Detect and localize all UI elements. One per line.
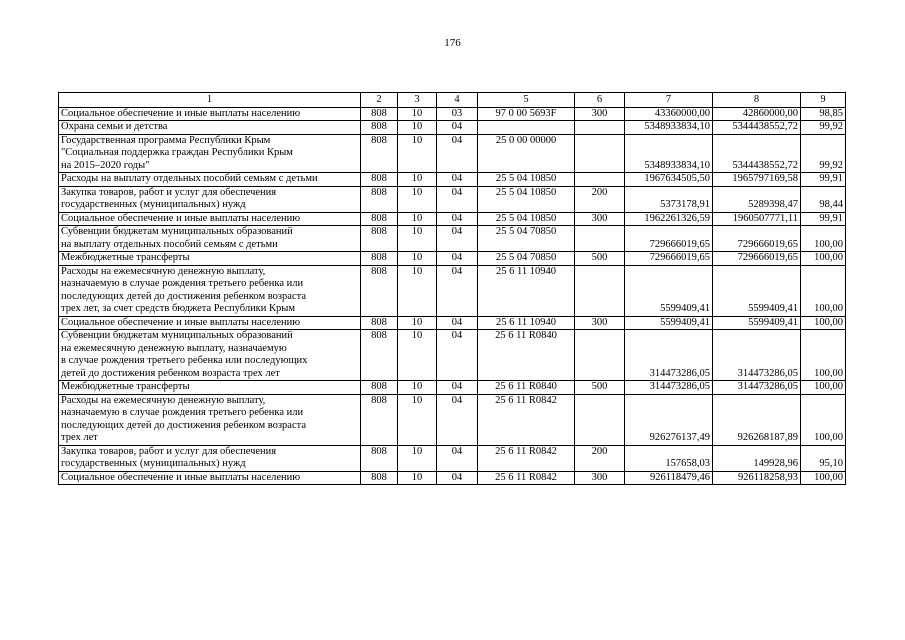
ministry-code: 808 xyxy=(361,107,398,121)
description-line: Социальное обеспечение и иные выплаты населению xyxy=(61,316,301,328)
execution-percent: 100,00 xyxy=(801,394,846,445)
subsection-code: 04 xyxy=(437,252,478,266)
section-code: 10 xyxy=(398,445,437,471)
execution-percent: 100,00 xyxy=(801,265,846,316)
description-line: "Социальная поддержка граждан Республики Крым xyxy=(61,147,293,158)
header-cell: 5 xyxy=(478,93,575,108)
execution-percent: 99,92 xyxy=(801,134,846,173)
executed-amount: 926268187,89 xyxy=(713,394,801,445)
description-line: трех лет, за счет средств бюджета Республики Крым xyxy=(61,303,295,314)
target-article-code: 25 5 04 10850 xyxy=(478,173,575,187)
executed-amount: 5599409,41 xyxy=(713,265,801,316)
section-code: 10 xyxy=(398,265,437,316)
executed-amount: 5289398,47 xyxy=(713,186,801,212)
target-article-code: 25 6 11 10940 xyxy=(478,316,575,330)
expense-type-code: 300 xyxy=(575,316,625,330)
header-cell: 2 xyxy=(361,93,398,108)
subsection-code: 04 xyxy=(437,471,478,485)
target-article-code: 25 0 00 00000 xyxy=(478,134,575,173)
section-code: 10 xyxy=(398,394,437,445)
section-code: 10 xyxy=(398,134,437,173)
execution-percent: 100,00 xyxy=(801,226,846,252)
section-code: 10 xyxy=(398,212,437,226)
table-row xyxy=(59,226,846,252)
expense-type-code xyxy=(575,121,625,135)
description-line: Расходы на ежемесячную денежную выплату, xyxy=(61,265,266,277)
section-code: 10 xyxy=(398,471,437,485)
header-cell: 6 xyxy=(575,93,625,108)
executed-amount: 5344438552,72 xyxy=(713,134,801,173)
target-article-code: 25 5 04 70850 xyxy=(478,252,575,266)
description-line: государственных (муниципальных) нужд xyxy=(61,199,246,210)
executed-amount: 42860000,00 xyxy=(713,107,801,121)
description-line: Субвенции бюджетам муниципальных образований xyxy=(61,226,293,237)
header-cell: 7 xyxy=(625,93,713,108)
expense-type-code xyxy=(575,394,625,445)
section-code: 10 xyxy=(398,121,437,135)
table-row xyxy=(59,394,846,445)
executed-amount: 5599409,41 xyxy=(713,316,801,330)
expense-type-code: 200 xyxy=(575,445,625,471)
planned-amount: 926276137,49 xyxy=(625,394,713,445)
subsection-code: 04 xyxy=(437,134,478,173)
target-article-code xyxy=(478,121,575,135)
executed-amount: 1960507771,11 xyxy=(713,212,801,226)
budget-table xyxy=(58,92,846,485)
planned-amount: 157658,03 xyxy=(625,445,713,471)
executed-amount: 314473286,05 xyxy=(713,381,801,395)
section-code: 10 xyxy=(398,107,437,121)
planned-amount: 729666019,65 xyxy=(625,252,713,266)
executed-amount: 314473286,05 xyxy=(713,330,801,381)
description-line: на 2015–2020 годы" xyxy=(61,159,150,171)
target-article-code: 25 6 11 R0840 xyxy=(478,330,575,381)
planned-amount: 926118479,46 xyxy=(625,471,713,485)
ministry-code: 808 xyxy=(361,265,398,316)
planned-amount: 314473286,05 xyxy=(625,330,713,381)
table-row xyxy=(59,471,846,485)
table-row xyxy=(59,186,846,212)
expense-type-code: 300 xyxy=(575,471,625,485)
subsection-code: 04 xyxy=(437,330,478,381)
planned-amount: 43360000,00 xyxy=(625,107,713,121)
description-line: Межбюджетные трансферты xyxy=(61,381,190,392)
executed-amount: 729666019,65 xyxy=(713,226,801,252)
subsection-code: 03 xyxy=(437,107,478,121)
description-line: Государственная программа Республики Крым xyxy=(61,134,271,146)
header-cell: 8 xyxy=(713,93,801,108)
table-row xyxy=(59,121,846,135)
ministry-code: 808 xyxy=(361,134,398,173)
expense-type-code xyxy=(575,173,625,187)
header-cell: 4 xyxy=(437,93,478,108)
description-line: Закупка товаров, работ и услуг для обеспечения xyxy=(61,186,277,198)
row-description xyxy=(59,212,361,226)
execution-percent: 99,91 xyxy=(801,173,846,187)
table-row xyxy=(59,316,846,330)
target-article-code: 25 6 11 R0842 xyxy=(478,394,575,445)
row-description xyxy=(59,252,361,266)
description-line: детей до достижения ребенком возраста трех лет xyxy=(61,367,280,379)
subsection-code: 04 xyxy=(437,445,478,471)
subsection-code: 04 xyxy=(437,212,478,226)
table-row xyxy=(59,134,846,173)
row-description xyxy=(59,265,361,316)
description-line: на выплату отдельных пособий семьям с детьми xyxy=(61,238,278,250)
subsection-code: 04 xyxy=(437,186,478,212)
header-cell: 3 xyxy=(398,93,437,108)
expense-type-code xyxy=(575,226,625,252)
execution-percent: 100,00 xyxy=(801,252,846,266)
target-article-code: 25 5 04 10850 xyxy=(478,212,575,226)
ministry-code: 808 xyxy=(361,471,398,485)
row-description xyxy=(59,471,361,485)
subsection-code: 04 xyxy=(437,381,478,395)
ministry-code: 808 xyxy=(361,173,398,187)
execution-percent: 100,00 xyxy=(801,471,846,485)
description-line: Социальное обеспечение и иные выплаты населению xyxy=(61,212,301,224)
subsection-code: 04 xyxy=(437,394,478,445)
row-description xyxy=(59,121,361,135)
section-code: 10 xyxy=(398,316,437,330)
description-line: на ежемесячную денежную выплату, назначаемую xyxy=(61,342,287,354)
execution-percent: 95,10 xyxy=(801,445,846,471)
expense-type-code: 300 xyxy=(575,107,625,121)
target-article-code: 25 6 11 R0842 xyxy=(478,445,575,471)
executed-amount: 149928,96 xyxy=(713,445,801,471)
planned-amount: 314473286,05 xyxy=(625,381,713,395)
row-description xyxy=(59,186,361,212)
table-row xyxy=(59,173,846,187)
table-row xyxy=(59,252,846,266)
section-code: 10 xyxy=(398,330,437,381)
description-line: Расходы на ежемесячную денежную выплату, xyxy=(61,394,266,406)
header-row xyxy=(59,93,846,108)
subsection-code: 04 xyxy=(437,226,478,252)
ministry-code: 808 xyxy=(361,316,398,330)
row-description xyxy=(59,445,361,471)
table-row xyxy=(59,330,846,381)
header-cell: 9 xyxy=(801,93,846,108)
table-row xyxy=(59,107,846,121)
execution-percent: 100,00 xyxy=(801,330,846,381)
row-description xyxy=(59,134,361,173)
expense-type-code: 200 xyxy=(575,186,625,212)
section-code: 10 xyxy=(398,252,437,266)
table-row xyxy=(59,212,846,226)
planned-amount: 5599409,41 xyxy=(625,265,713,316)
description-line: Охрана семьи и детства xyxy=(61,121,168,132)
section-code: 10 xyxy=(398,186,437,212)
expense-type-code: 500 xyxy=(575,381,625,395)
subsection-code: 04 xyxy=(437,265,478,316)
execution-percent: 100,00 xyxy=(801,316,846,330)
row-description xyxy=(59,226,361,252)
execution-percent: 98,44 xyxy=(801,186,846,212)
ministry-code: 808 xyxy=(361,226,398,252)
planned-amount: 1962261326,59 xyxy=(625,212,713,226)
description-line: последующих детей до достижения ребенком возраста xyxy=(61,419,306,431)
execution-percent: 99,92 xyxy=(801,121,846,135)
expense-type-code: 500 xyxy=(575,252,625,266)
subsection-code: 04 xyxy=(437,173,478,187)
header-cell: 1 xyxy=(59,93,361,108)
target-article-code: 97 0 00 5693F xyxy=(478,107,575,121)
description-line: последующих детей до достижения ребенком возраста xyxy=(61,290,306,302)
target-article-code: 25 6 11 R0840 xyxy=(478,381,575,395)
executed-amount: 1965797169,58 xyxy=(713,173,801,187)
expense-type-code: 300 xyxy=(575,212,625,226)
planned-amount: 5599409,41 xyxy=(625,316,713,330)
ministry-code: 808 xyxy=(361,186,398,212)
executed-amount: 729666019,65 xyxy=(713,252,801,266)
executed-amount: 5344438552,72 xyxy=(713,121,801,135)
ministry-code: 808 xyxy=(361,445,398,471)
subsection-code: 04 xyxy=(437,316,478,330)
execution-percent: 100,00 xyxy=(801,381,846,395)
target-article-code: 25 6 11 R0842 xyxy=(478,471,575,485)
description-line: трех лет xyxy=(61,432,98,443)
subsection-code: 04 xyxy=(437,121,478,135)
description-line: Социальное обеспечение и иные выплаты населению xyxy=(61,471,301,483)
section-code: 10 xyxy=(398,381,437,395)
expense-type-code xyxy=(575,134,625,173)
target-article-code: 25 6 11 10940 xyxy=(478,265,575,316)
row-description xyxy=(59,330,361,381)
ministry-code: 808 xyxy=(361,394,398,445)
planned-amount: 5373178,91 xyxy=(625,186,713,212)
description-line: Субвенции бюджетам муниципальных образований xyxy=(61,330,293,341)
ministry-code: 808 xyxy=(361,330,398,381)
description-line: государственных (муниципальных) нужд xyxy=(61,458,246,469)
row-description xyxy=(59,381,361,395)
row-description xyxy=(59,394,361,445)
description-line: Социальное обеспечение и иные выплаты населению xyxy=(61,107,301,119)
ministry-code: 808 xyxy=(361,212,398,226)
description-line: Межбюджетные трансферты xyxy=(61,252,190,263)
description-line: назначаемую в случае рождения третьего ребенка или xyxy=(61,407,304,418)
executed-amount: 926118258,93 xyxy=(713,471,801,485)
target-article-code: 25 5 04 10850 xyxy=(478,186,575,212)
table-row xyxy=(59,445,846,471)
expense-type-code xyxy=(575,265,625,316)
target-article-code: 25 5 04 70850 xyxy=(478,226,575,252)
planned-amount: 1967634505,50 xyxy=(625,173,713,187)
description-line: Закупка товаров, работ и услуг для обеспечения xyxy=(61,445,277,457)
ministry-code: 808 xyxy=(361,252,398,266)
expense-type-code xyxy=(575,330,625,381)
execution-percent: 98,85 xyxy=(801,107,846,121)
row-description xyxy=(59,107,361,121)
section-code: 10 xyxy=(398,173,437,187)
row-description xyxy=(59,316,361,330)
description-line: Расходы на выплату отдельных пособий семьям с детьми xyxy=(61,173,318,184)
table-row xyxy=(59,265,846,316)
planned-amount: 729666019,65 xyxy=(625,226,713,252)
execution-percent: 99,91 xyxy=(801,212,846,226)
planned-amount: 5348933834,10 xyxy=(625,134,713,173)
page-number: 176 xyxy=(444,37,461,49)
description-line: назначаемую в случае рождения третьего ребенка или xyxy=(61,278,304,289)
planned-amount: 5348933834,10 xyxy=(625,121,713,135)
ministry-code: 808 xyxy=(361,381,398,395)
ministry-code: 808 xyxy=(361,121,398,135)
section-code: 10 xyxy=(398,226,437,252)
row-description xyxy=(59,173,361,187)
table-row xyxy=(59,381,846,395)
description-line: в случае рождения третьего ребенка или последующих xyxy=(61,355,308,366)
